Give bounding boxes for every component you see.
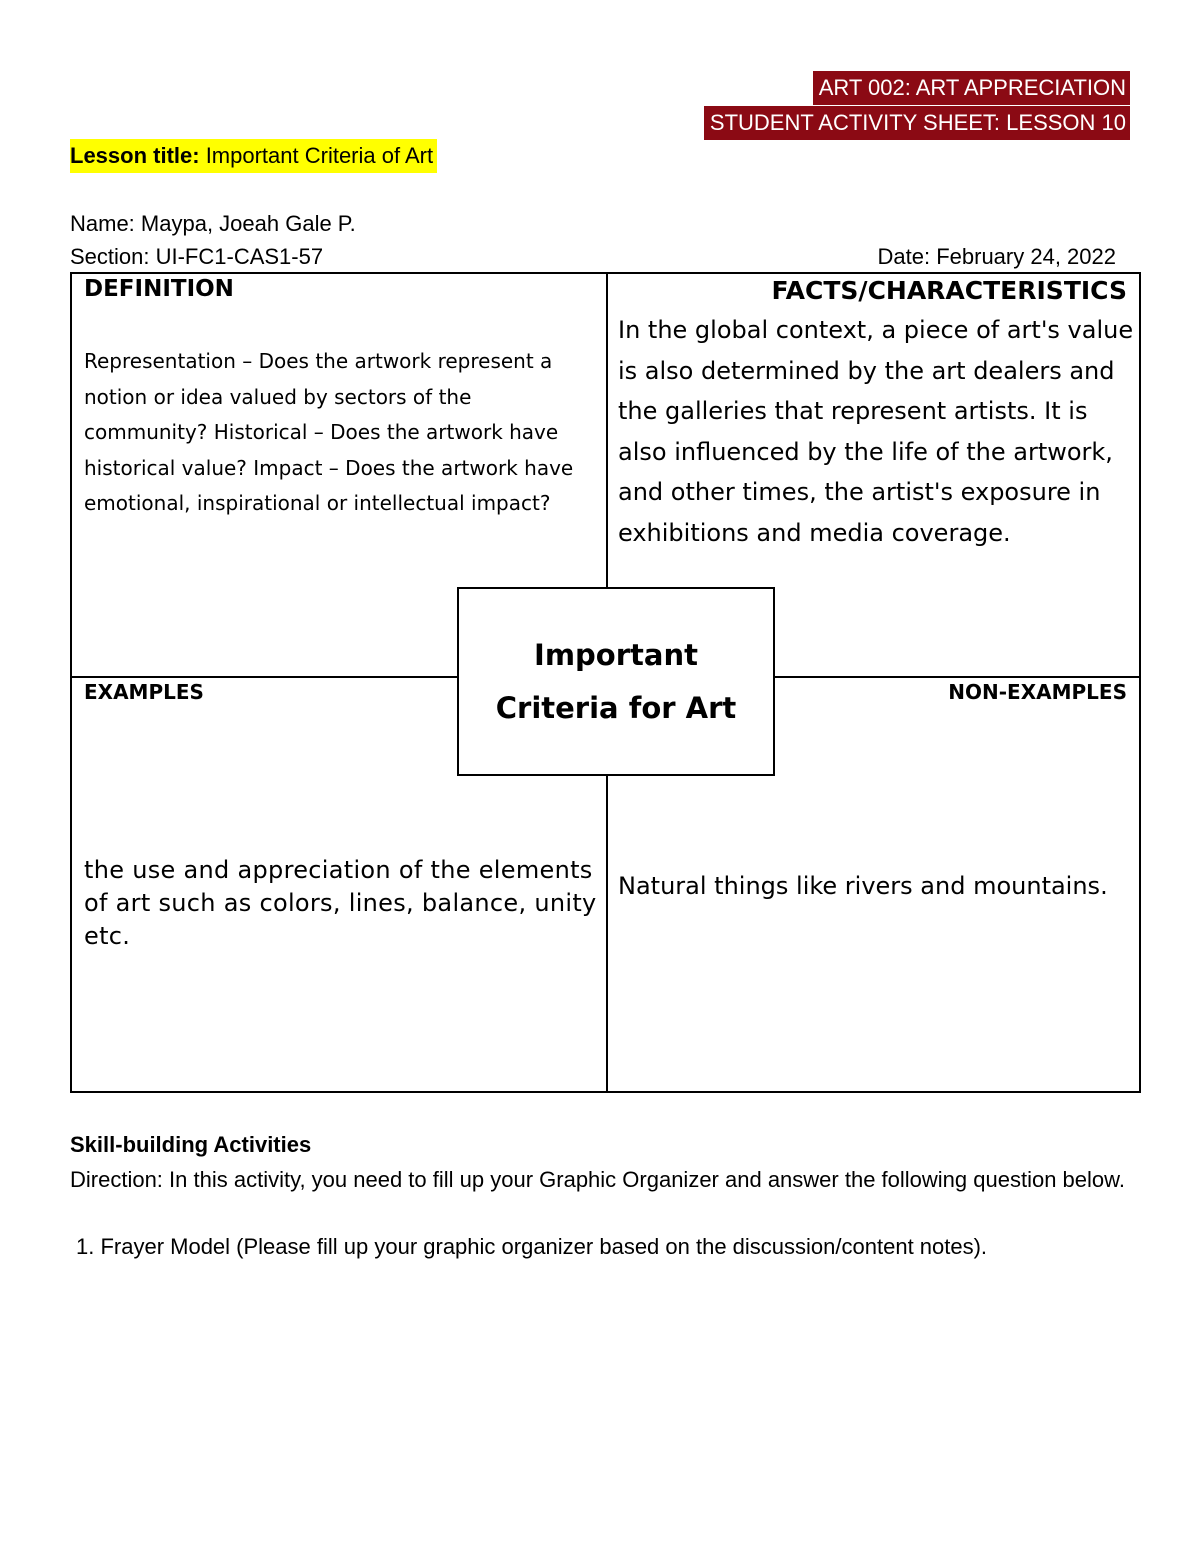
definition-heading: DEFINITION [84, 276, 234, 302]
activities-direction: Direction: In this activity, you need to fill up your Graphic Organizer and answer the following question below. [70, 1167, 1125, 1192]
activity-sheet-banner [704, 106, 1130, 140]
lesson-title-label: Lesson title: [70, 143, 200, 168]
activities-title: Skill-building Activities [70, 1132, 312, 1157]
student-name: Name: Maypa, Joeah Gale P. [70, 211, 356, 236]
examples-heading: EXAMPLES [84, 680, 204, 704]
course-title-banner [813, 71, 1130, 105]
examples-text: the use and appreciation of the elements of art such as colors, lines, balance, unity etc. [84, 856, 597, 950]
facts-text: In the global context, a piece of art's value is also determined by the art dealers and the galleries that represent artists. It is also influenced by the life of the artwork, and other times, the artist's exposure in exhibitions and media coverage. [618, 316, 1134, 547]
activity-date: Date: February 24, 2022 [877, 244, 1116, 269]
course-title: ART 002: ART APPRECIATION [818, 75, 1126, 100]
lesson-title [70, 139, 437, 173]
activity-sheet-title: STUDENT ACTIVITY SHEET: LESSON 10 [709, 110, 1126, 135]
frayer-center-topic: Important Criteria for Art [495, 637, 737, 725]
student-section: Section: UI-FC1-CAS1-57 [70, 244, 324, 269]
lesson-title-value: Important Criteria of Art [199, 143, 434, 168]
non-examples-text: Natural things like rivers and mountains. [618, 872, 1108, 900]
non-examples-heading: NON-EXAMPLES [948, 680, 1127, 704]
definition-text: Representation – Does the artwork represent a notion or idea valued by sectors of the community? Historical – Does the artwork have historical value? Impact – Does the artwork have emotional, inspirational or intellectual impact? [84, 349, 574, 515]
activity-list-item: 1. Frayer Model (Please fill up your graphic organizer based on the discussion/content notes). [76, 1234, 988, 1259]
frayer-center-box [457, 587, 775, 776]
facts-heading: FACTS/CHARACTERISTICS [771, 276, 1127, 305]
